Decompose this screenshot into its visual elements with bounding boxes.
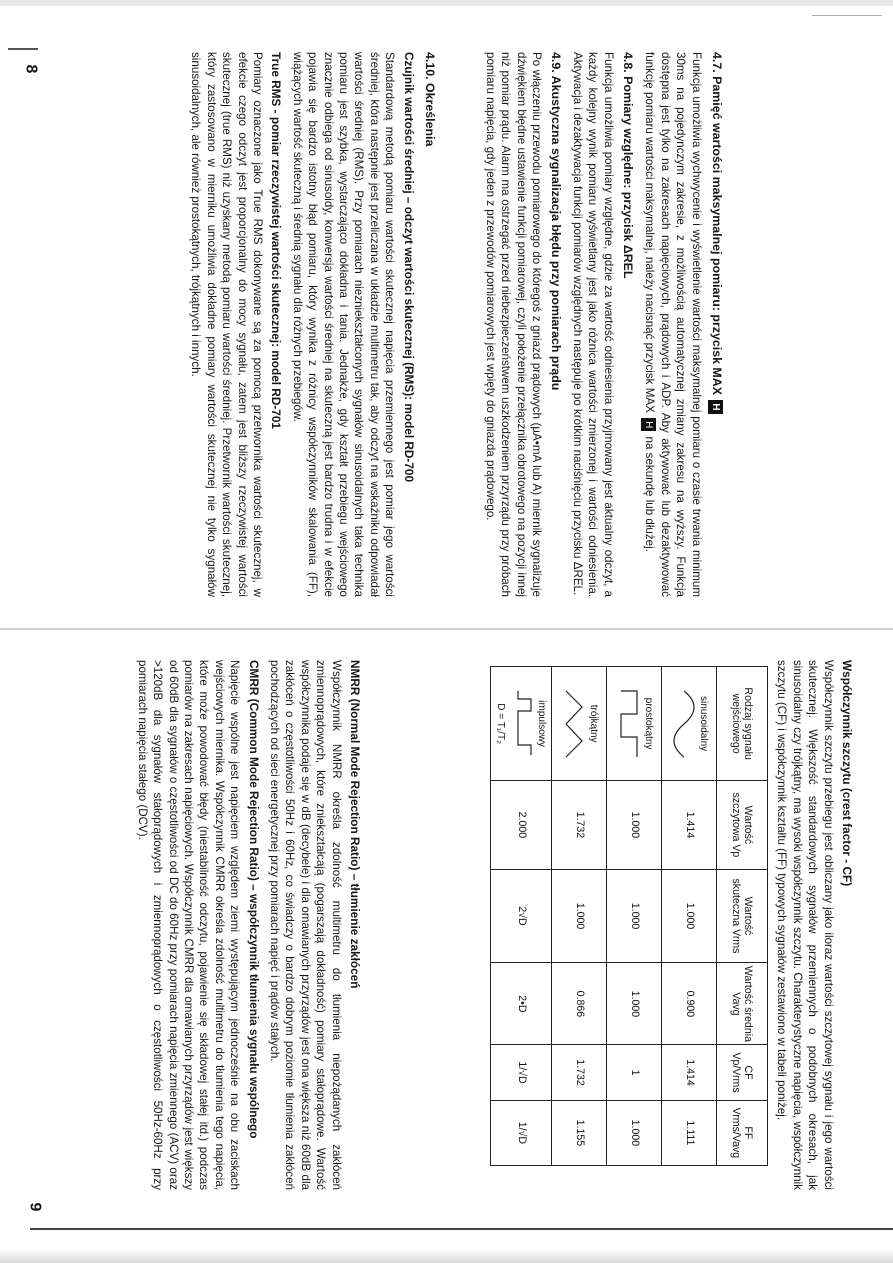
table-header: Rodzaj sygnału wejściowego [716,667,767,781]
heading-crest-factor: Współczynnik szczytu (crest factor - CF) [840,660,854,887]
sine-wave-icon [672,689,696,759]
triangle-wave-icon [562,689,586,759]
table-header: Wartość skuteczna Vrms [716,869,767,963]
table-cell: 1.732 [551,781,606,869]
table-cell: 2.000 [490,781,551,869]
table-cell: 1.000 [606,963,661,1045]
table-row [490,667,551,1166]
square-wave-icon [617,689,641,759]
pulse-wave-icon [514,689,534,759]
table-header-row [716,667,767,1166]
table-cell: 1.000 [606,781,661,869]
table-cell: 0.900 [661,963,716,1045]
crest-factor-table [490,666,768,1166]
table-cell: 1.000 [606,869,661,963]
table-row [551,667,606,1166]
heading-true-rms: True RMS - pomiar rzeczywistej wartości skutecznej: model RD-701 [269,52,284,429]
table-cell: 1.414 [661,781,716,869]
table-cell: prostokątny [606,667,661,781]
table-header: FF Vrms/Vavg [716,1100,767,1165]
scan-top-rule [812,15,882,16]
page-mark [8,48,38,50]
page-number-left: 8 [22,64,40,74]
heading-nmrr: NMRR (Normal Mode Rejection Ratio) – tłumienie zakłóceń [348,660,362,989]
table-header: Wartość szczytowa Vp [716,781,767,869]
heading-average-sensing: Czujnik wartości średniej – odczyt wartości skutecznej (RMS): model RD-700 [401,52,416,483]
table-cell: 2√D [490,869,551,963]
column-crest-factor [480,660,860,1190]
table-cell: 1.000 [661,869,716,963]
paragraph-average-sensing: Standardową metodą pomiaru wartości skutecznej napięcia przemiennego jest pomiar jego wartości średniej, która następnie jest przeliczana w układzie multimetru tak, aby odczyt na wskaźniku odpowiadał wartości średniej (RMS). Przy pomiarach niezniekształconych sygnałów sinusoidalnych taka technika pomiaru jest szybka, wystarczająco dokładna i tania. Jednakże, gdy kształt przebiegu wejściowego znacznie odbiega od sinusoidy, konwersja wartości średniej na skuteczną jest bardzo trudna i w efekcie pojawia się bardzo istotny błąd pomiaru, który wynika z różnicy współczynników skalowania (FF), wiążących wartość skuteczną i średnią sygnału dla różnych przebiegów. [290,52,397,597]
paragraph-4-8: Funkcja umożliwia pomiary względne, gdzie za wartość odniesienia przyjmowany jest aktualny odczyt, a każdy kolejny wynik pomiaru wyświetlany jest jako różnica wartości zmierzonej i wartości odniesienia. Aktywacja i dezaktywacja funkcji pomiarów względnych następuje po krótkim naciśnięciu przycisku ΔREL. [570,52,615,597]
table-cell: 1.155 [551,1100,606,1165]
table-cell: 1/√D [490,1045,551,1100]
scan-edge-bottom [0,1249,893,1263]
table-row [606,667,661,1166]
paragraph-true-rms: Pomiary oznaczone jako True RMS dokonywane są za pomocą przetwornika wartości skutecznej, w efekcie czego odczyt jest proporcjonalny do mocy sygnału, zatem jest bliższy rzeczywistej wartości skutecznej (true RMS) niż uzyskany metodą pomiaru wartości średniej. Przetwornik wartości skutecznej, który zastosowano w mierniku umożliwia dokładne pomiary wartości skutecznej nie tylko sygnałów sinusoidalnych, ale również prostokątnych, trójkątnych i innych. [189,52,264,597]
duty-cycle-formula: D = T₁/T₂ [495,703,507,744]
table-cell: 1.111 [661,1100,716,1165]
column-section-4-10 [184,52,443,597]
scan-edge-top [0,0,893,6]
column-nmrr-cmrr [130,660,368,1190]
paragraph-4-7: Funkcja umożliwia wychwycenie i wyświetlenie wartości maksymalnej pomiaru o czasie trwania minimum 30ms na pojedynczym zakresie, z możliwością automatycznej zmiany zakresu na wyższy. Funkcja dostępna jest tylko na zakresach napięciowych, prądowych i ADP. Aby aktywować lub dezaktywować funkcję pomiaru wartości maksymalnej, należy nacisnąć przycisk MAX H na sekundę lub dłużej. [641,52,704,597]
paragraph-crest-factor: Współczynnik szczytu przebiegu jest obliczany jako iloraz wartości szczytowej sygnału i jego wartości skutecznej. Większość standardowych sygnałów przemiennych o podobnych okresach, jak sinusoidalny czy trójkątny, ma wysoki współczynnik szczytu. Charakterystyczne napięcia, współczynnik szczytu (CF) i współczynnik kształtu (FF) typowych sygnałów zestawiono w tabeli poniżej. [775,660,835,1190]
heading-cmrr: CMRR (Common Mode Rejection Ratio) – współczynnik tłumienia sygnału wspólnego [246,660,261,1139]
table-cell: 1/√D [490,1100,551,1165]
bottom-rule [30,1228,893,1230]
max-key-symbol-inline: H [641,418,656,431]
table-cell: 1.732 [551,1045,606,1100]
table-header: Wartość średnia Vavg [716,963,767,1045]
table-cell: 1.000 [551,869,606,963]
column-sections-4-7-to-4-9 [478,52,730,597]
table-row [661,667,716,1166]
max-key-symbol: H [708,400,723,413]
heading-4-8: 4.8. Pomiary względne: przycisk ΔREL [620,52,635,279]
paragraph-4-9: Po włączeniu przewodu pomiarowego do któregoś z gniazd prądowych (µA•mA lub A) miernik sygnalizuje dźwiękiem błędne ustawienie funkcji pomiarowej, czyli położenie przełącznika obrotowego na pozycji innej niż pomiar prądu. Alarm ma ostrzegać przed niebezpieczeństwem uszkodzeniem przyrządu przy próbach pomiaru napięcia, gdy jeden z przewodów pomiarowych jest wpięty do gniazda prądowego. [483,52,543,597]
table-cell: trójkątny [551,667,606,781]
table-cell: 1.000 [606,1100,661,1165]
paragraph-cmrr: Napięcie wspólne jest napięciem względem ziemi występującym jednocześnie na obu zaciskach wejściowych miernika. Współczynnik CMRR określa zdolność multimetru do tłumienia tego napięcia, które może powodować błędy (niestabilność odczytu, pojawienie się składowej stałej itd.) podczas pomiarów na zakresach napięciowych. Współczynnik CMRR dla omawianych przyrządów jest większy od 60dB dla sygnałów o częstotliwości od DC do 60Hz przy pomiarach napięcia zmiennego (ACV) oraz >120dB dla sygnałów stałoprądowych i zmiennoprądowych o częstotliwości 50Hz-60Hz przy pomiarach napięcia stałego (DCV). [135,660,242,1190]
table-cell: 2•D [490,963,551,1045]
heading-4-10: 4.10. Określenia [423,52,437,147]
table-header: CF Vp/Vrms [716,1045,767,1100]
page-number-right: 9 [26,1202,44,1212]
page-fold [0,628,893,630]
table-cell: impulsowy D = T₁/T₂ [490,667,551,781]
table-cell: sinusoidalny [661,667,716,781]
heading-4-9: 4.9. Akustyczna sygnalizacja błędu przy pomiarach prądu [549,52,564,391]
heading-4-7: 4.7. Pamięć wartości maksymalnej pomiaru: przycisk MAX H [708,52,724,597]
table-cell: 1 [606,1045,661,1100]
table-cell: 1.414 [661,1045,716,1100]
paragraph-nmrr: Współczynnik NMRR określa zdolność multimetru do tłumienia niepożądanych zakłóceń zmiennoprądowych, które zniekształcają (pogarszają dokładność) pomiary stałoprądowe. Wartość współczynnika podaje się w dB (decybele) i dla omawianych przyrządów jest ona większa niż 60dB dla zakłóceń o częstotliwości 50Hz i 60Hz, co świadczy o bardzo dobrym poziomie tłumienia zakłóceń pochodzących od sieci energetycznej przy pomiarach napięć i prądów stałych. [267,660,343,1190]
table-cell: 0.866 [551,963,606,1045]
